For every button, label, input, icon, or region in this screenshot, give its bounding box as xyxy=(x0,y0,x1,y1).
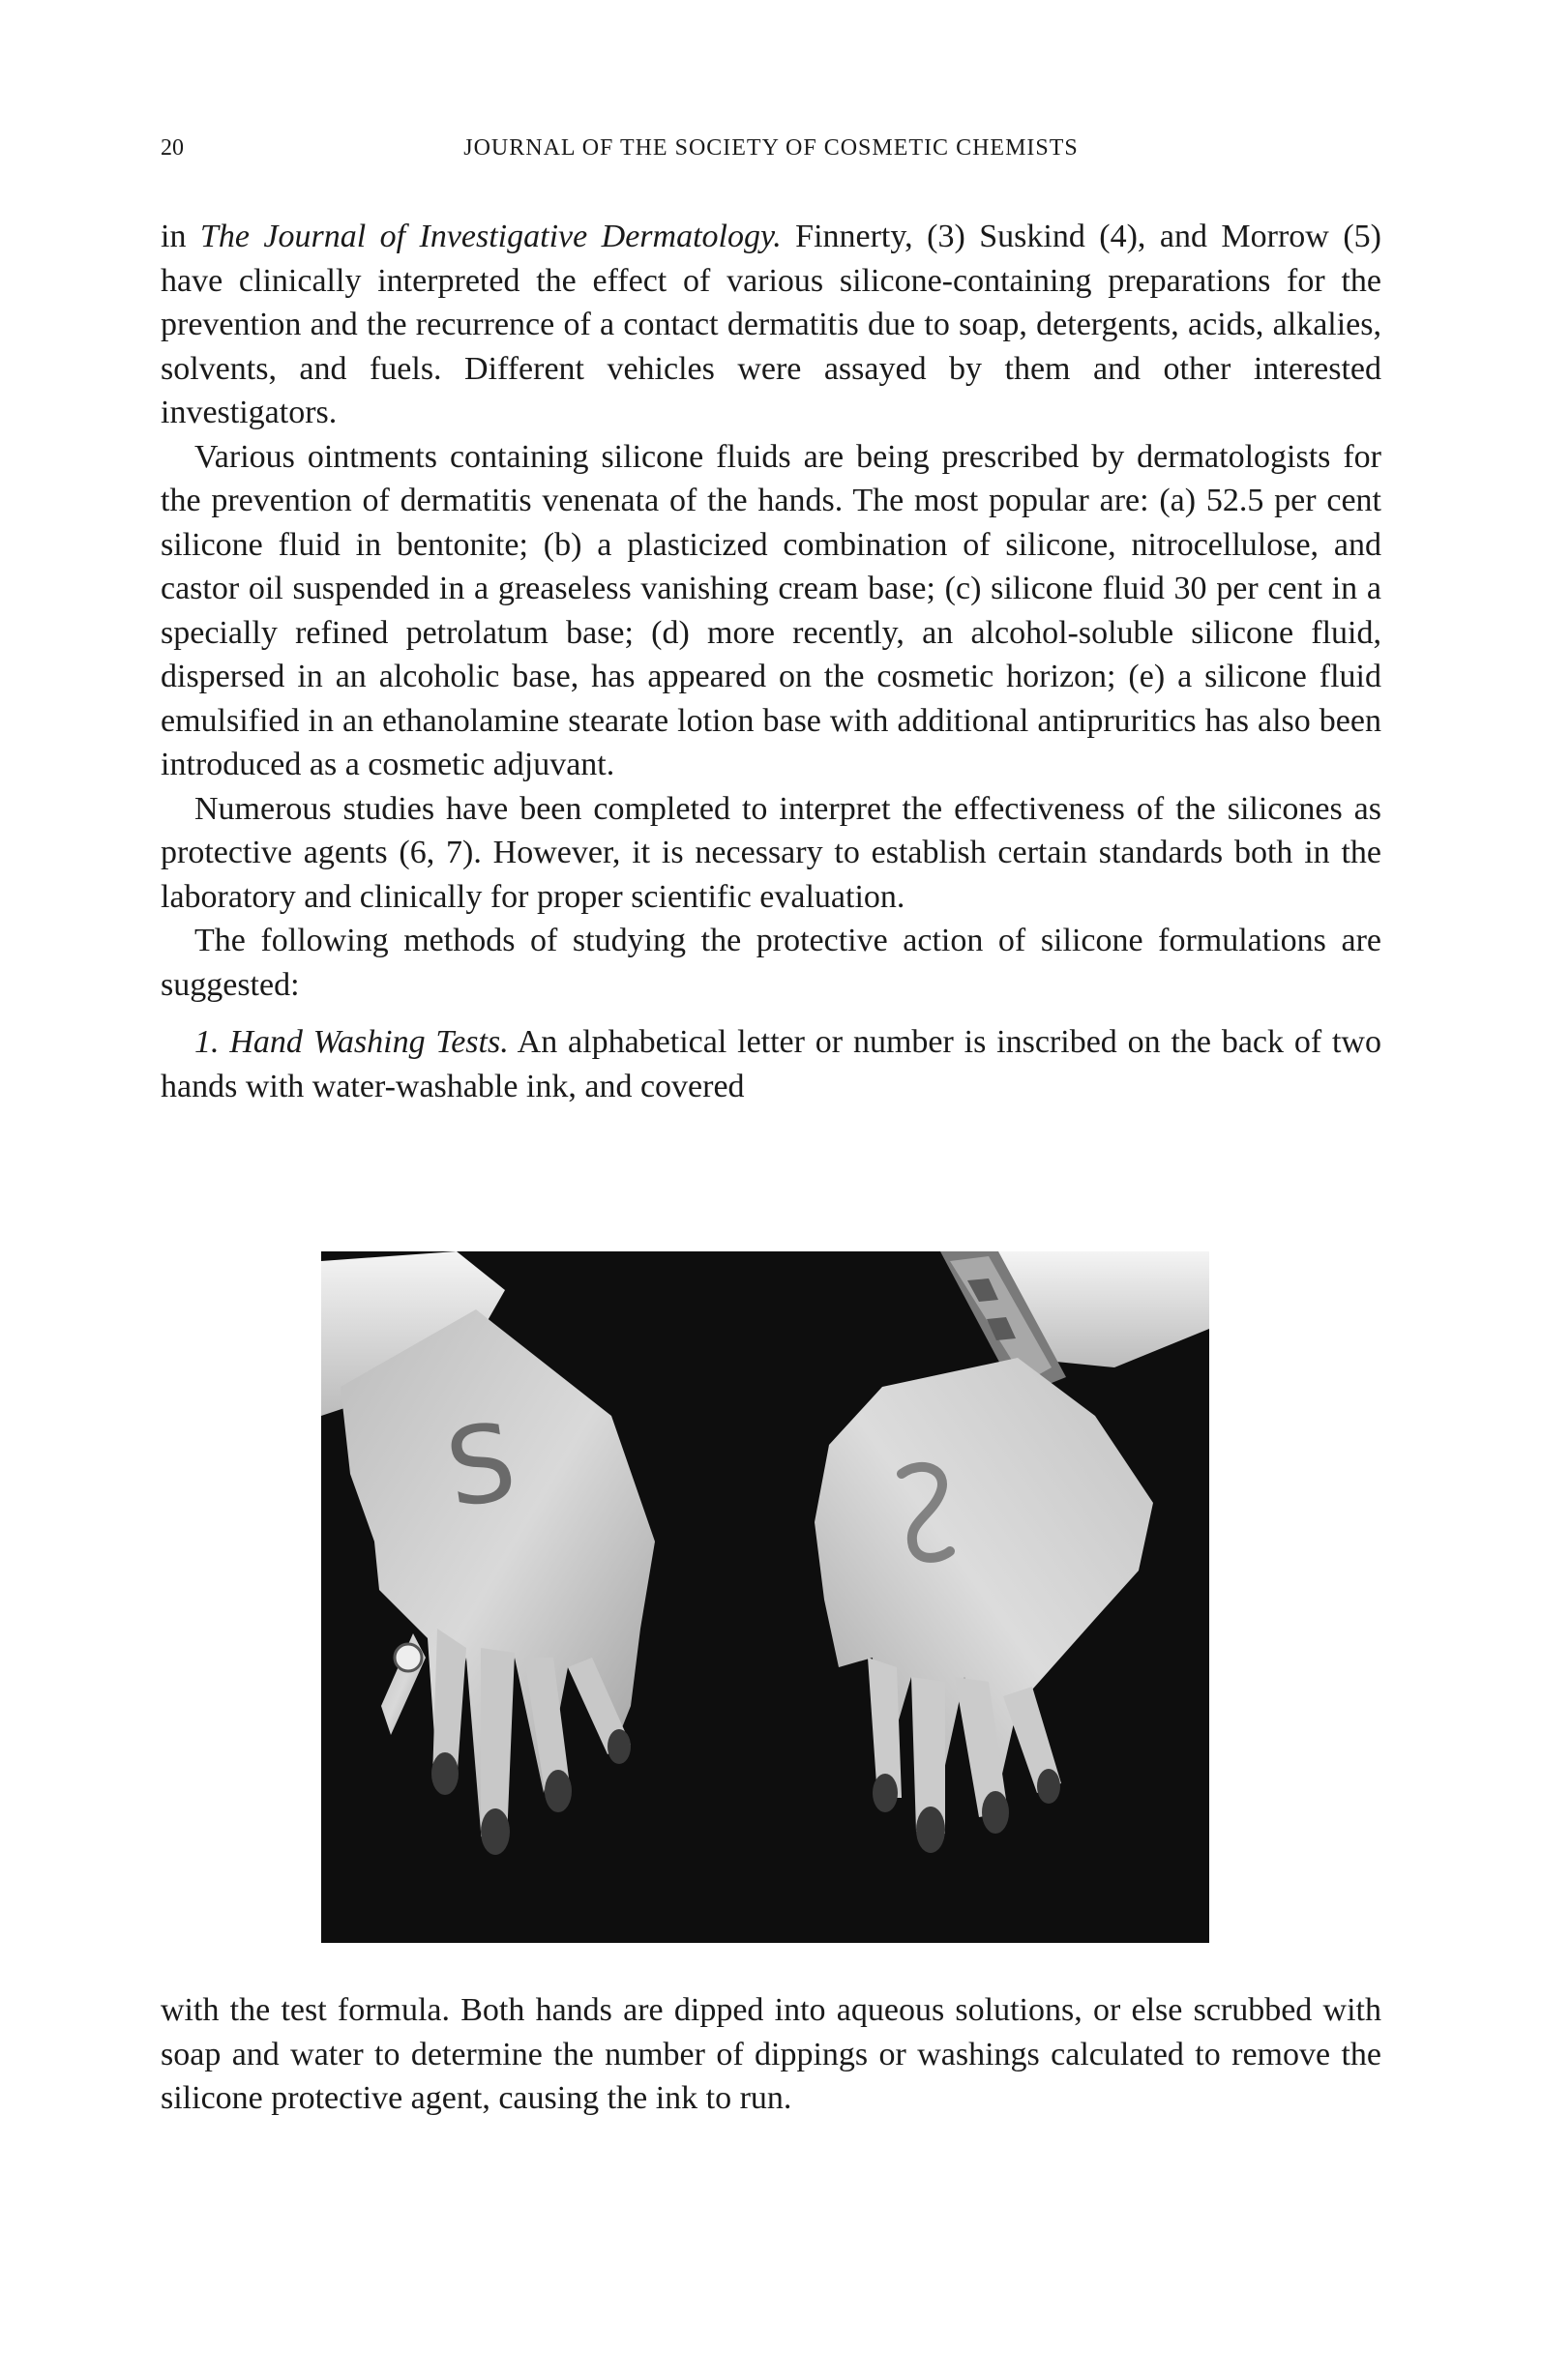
paragraph-5-text: An alphabetical letter or number is inscribed on the back of two hands with water-washable ink, and covered xyxy=(161,1024,1381,1104)
paragraph-2: Various ointments containing silicone fluids are being prescribed by dermatologists for the prevention of dermatitis venenata of the hands. The most popular are: (a) 52.5 per cent silicone fluid in bentonite; (b) a plasticized combination of silicone, nitrocellulose, and castor oil suspended in a greaseless vanishing cream base; (c) silicone fluid 30 per cent in a specially refined petrolatum base; (d) more recently, an alcohol-soluble silicone fluid, dispersed in an alcoholic base, has appeared on the cosmetic horizon; (e) a silicone fluid emulsified in an ethanolamine stearate lotion base with additional antipruritics has also been introduced as a cosmetic adjuvant. xyxy=(161,438,1381,782)
ring xyxy=(395,1644,422,1671)
paragraph-1 xyxy=(161,215,1381,435)
paragraph-6: with the test formula. Both hands are dipped into aqueous solutions, or else scrubbed with soap and water to determine the number of dippings or washings calculated to remove the silicone protective agent, causing the ink to run. xyxy=(161,1992,1381,2116)
paragraph-1-lead: in xyxy=(161,219,200,254)
left-nail-1 xyxy=(431,1752,459,1795)
paragraph-3: Numerous studies have been completed to interpret the effectiveness of the silicones as protective agents (6, 7). However, it is necessary to establish certain standards both in the laboratory and clinically for proper scientific evaluation. xyxy=(161,790,1381,915)
running-title: JOURNAL OF THE SOCIETY OF COSMETIC CHEMISTS xyxy=(463,135,1079,161)
right-nail-1 xyxy=(873,1774,898,1812)
right-nail-3 xyxy=(982,1791,1009,1834)
page-number: 20 xyxy=(161,135,184,161)
right-nail-4 xyxy=(1037,1769,1060,1804)
body-text-bottom xyxy=(161,1988,1381,2121)
right-nail-2 xyxy=(916,1807,945,1853)
paragraph-5 xyxy=(161,1020,1381,1108)
page-header xyxy=(161,135,1381,174)
section-heading: 1. Hand Washing Tests. xyxy=(194,1024,509,1060)
inked-letter: S xyxy=(438,1399,523,1532)
left-nail-2 xyxy=(481,1808,510,1855)
hands-illustration xyxy=(321,1251,1209,1943)
journal-name: The Journal of Investigative Dermatology. xyxy=(199,219,782,254)
paragraph-1-rest: Finnerty, (3) Suskind (4), and Morrow (5) have clinically interpreted the effect of various silicone-containing preparations for the prevention and the recurrence of a contact dermatitis due to soap, detergents, acids, alkalies, solvents, and fuels. Different vehicles were assayed by them and other interested investigators. xyxy=(161,219,1381,430)
hands-photograph xyxy=(321,1251,1209,1943)
body-text-top xyxy=(161,215,1381,1108)
left-nail-4 xyxy=(608,1729,631,1764)
left-nail-3 xyxy=(545,1770,572,1812)
paragraph-4: The following methods of studying the protective action of silicone formulations are suggested: xyxy=(161,923,1381,1003)
